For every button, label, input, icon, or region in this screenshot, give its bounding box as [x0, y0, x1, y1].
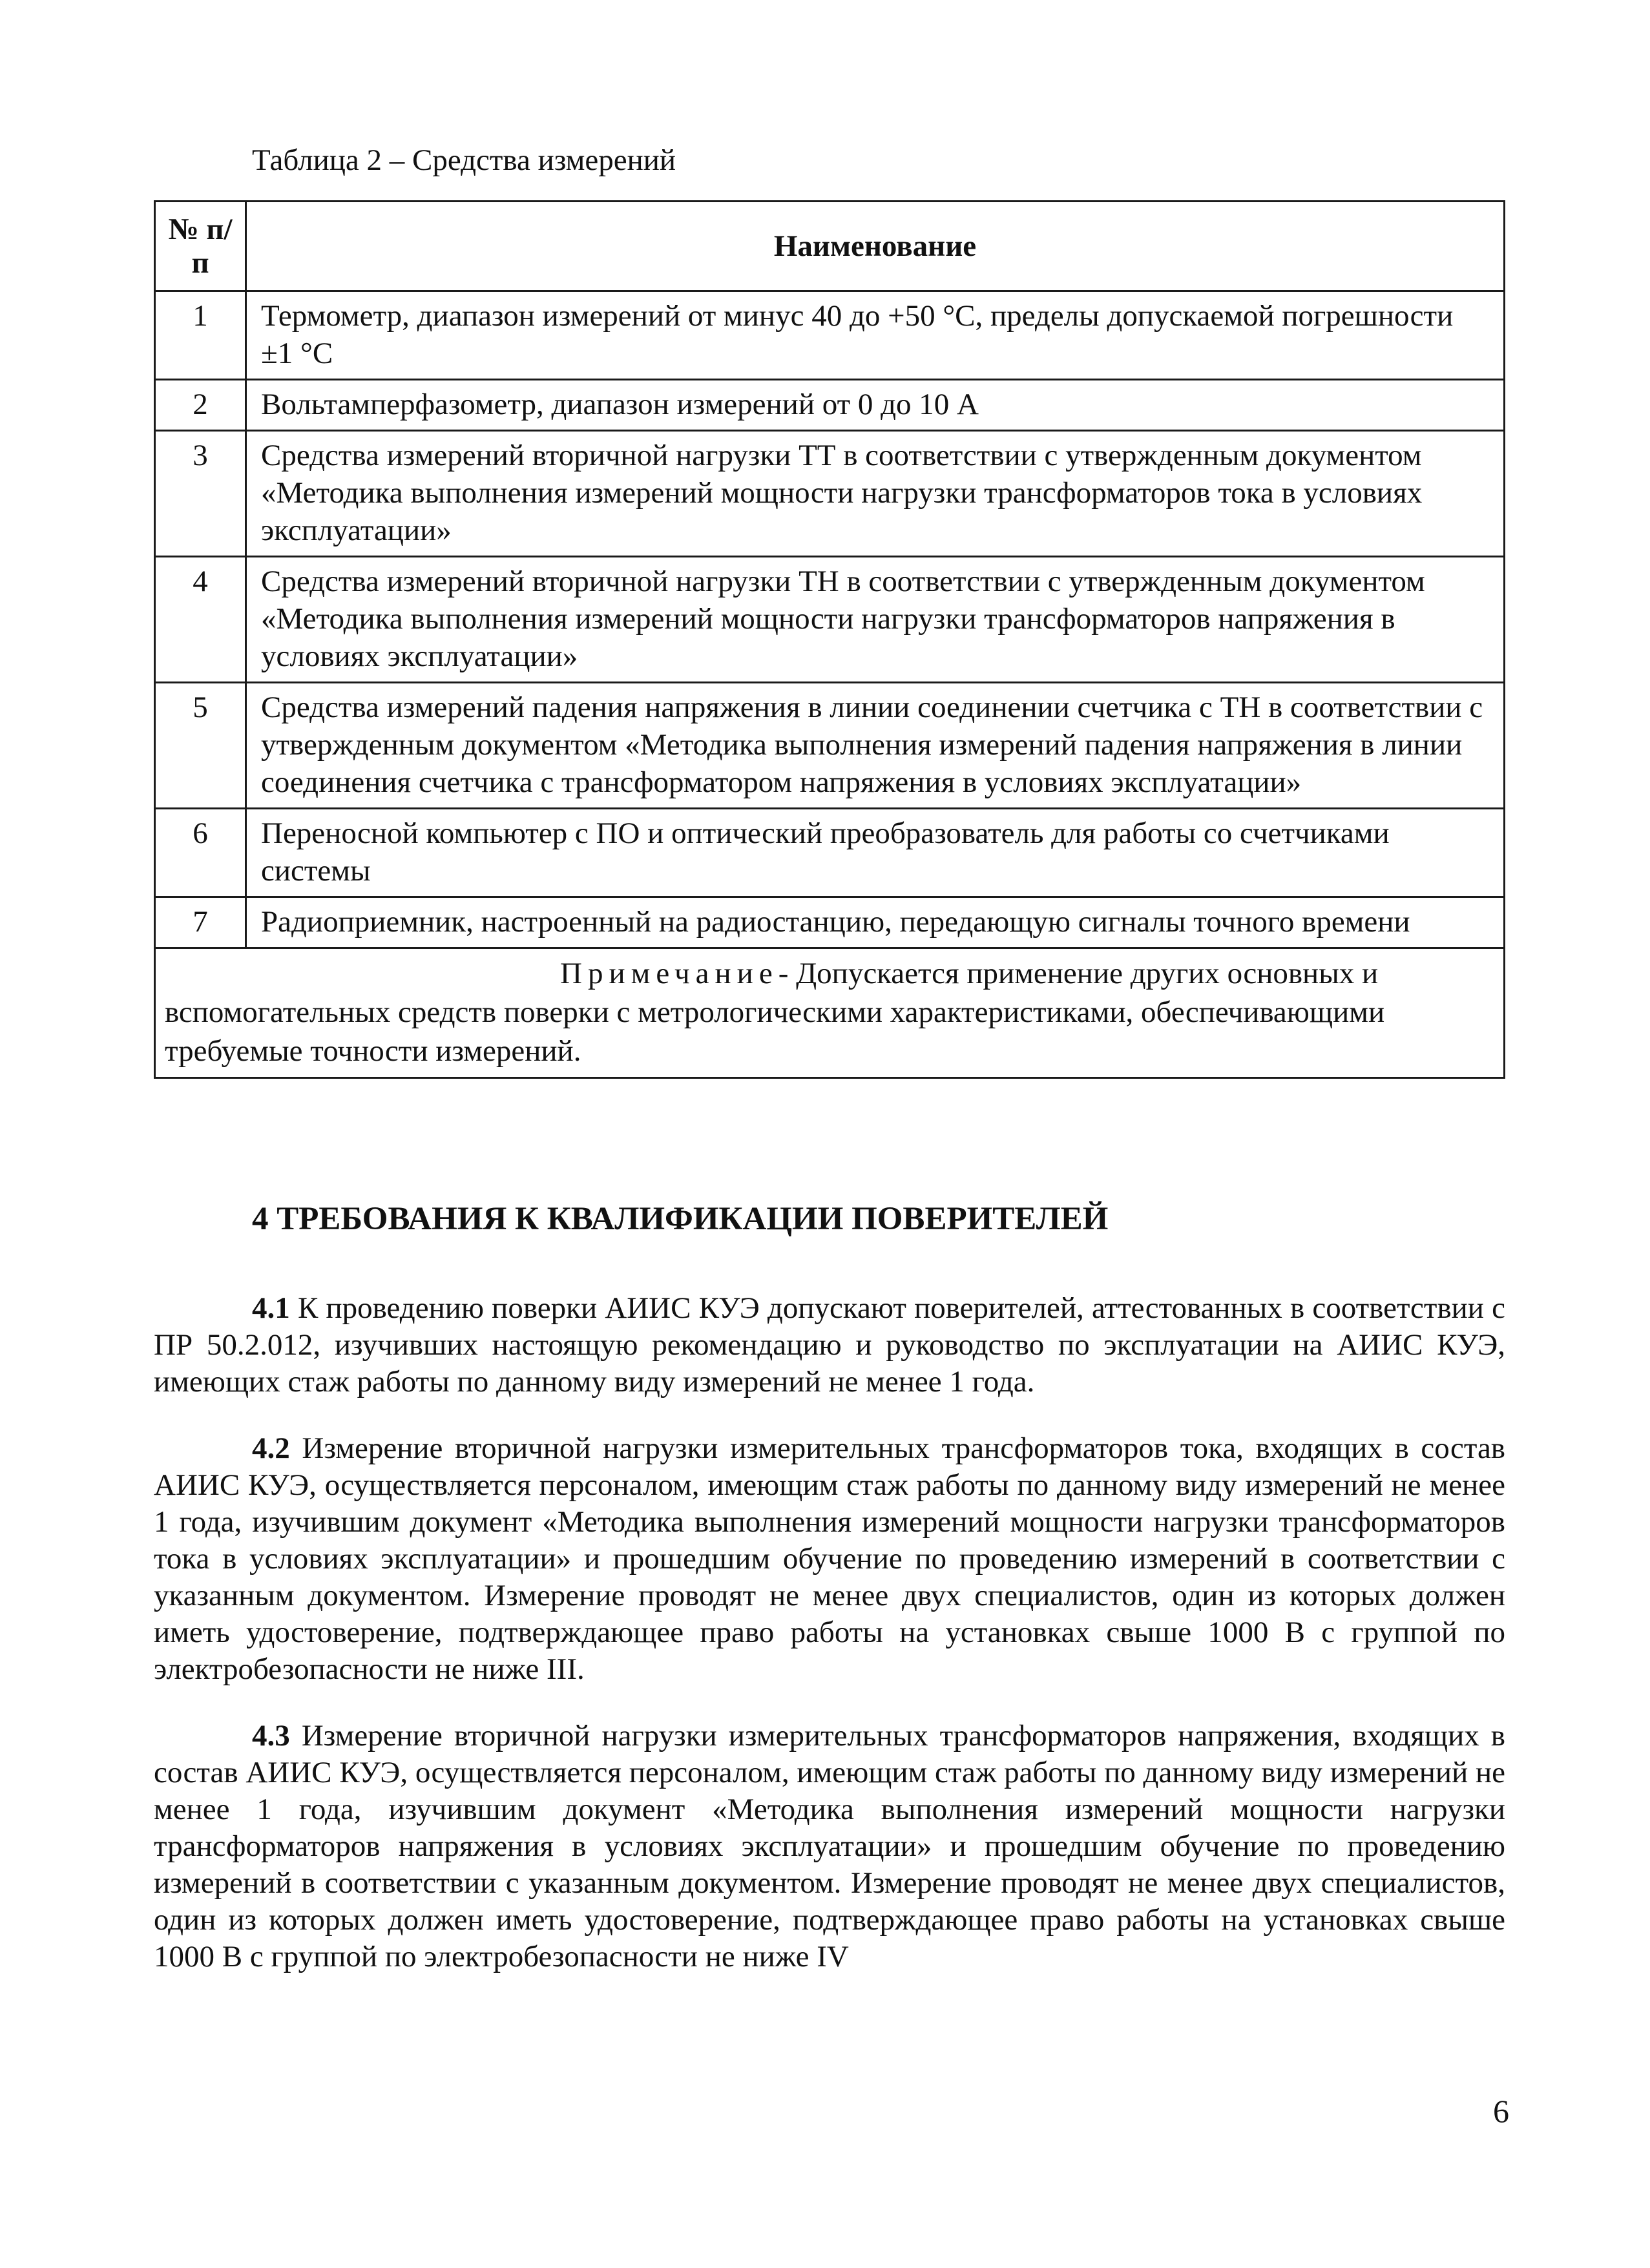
header-name: Наименование [246, 202, 1505, 291]
paragraph-text: К проведению поверки АИИС КУЭ допускают поверителей, аттестованных в соответствии с ПР 50.2.012, изучивших настоящую рекомендацию и руководство по эксплуатации на АИИС КУЭ, имеющих стаж работы по данному виду измерений не менее 1 года. [154, 1291, 1506, 1399]
table-row [155, 897, 1505, 948]
row-name: Термометр, диапазон измерений от минус 40 до +50 °С, пределы допускаемой погрешности ±1 °С [246, 291, 1505, 380]
row-number: 1 [155, 291, 246, 380]
table-row [155, 557, 1505, 683]
section-title: 4 ТРЕБОВАНИЯ К КВАЛИФИКАЦИИ ПОВЕРИТЕЛЕЙ [252, 1201, 1109, 1237]
row-name: Средства измерений вторичной нагрузки ТН в соответствии с утвержденным документом «Методика выполнения измерений мощности нагрузки трансформаторов напряжения в условиях эксплуатации» [246, 557, 1505, 683]
table-row [155, 291, 1505, 380]
row-name: Средства измерений вторичной нагрузки ТТ в соответствии с утвержденным документом «Методика выполнения измерений мощности нагрузки трансформаторов тока в условиях эксплуатации» [246, 431, 1505, 557]
table-note-row [155, 948, 1505, 1078]
qualification-section [154, 1198, 1505, 2005]
paragraph-text: Измерение вторичной нагрузки измерительных трансформаторов тока, входящих в состав АИИС КУЭ, осуществляется персоналом, имеющим стаж работы по данному виду измерений не менее 1 года, изучившим документ «Методика выполнения измерений мощности нагрузки трансформаторов тока в условиях эксплуатации» и прошедшим обучение по проведению измерений в соответствии с указанным документом. Измерение проводят не менее двух специалистов, один из которых должен иметь удостоверение, подтверждающее право работы на установках свыше 1000 В с группой по электробезопасности не ниже III. [154, 1431, 1505, 1686]
note-text: - Допускается применение других основных и вспомогательных средств поверки с метрологическими характеристиками, обеспечивающими требуемые точности измерений. [165, 957, 1385, 1068]
row-name: Переносной компьютер с ПО и оптический преобразователь для работы со счетчиками системы [246, 809, 1505, 897]
table-row [155, 380, 1505, 431]
paragraph-4-1 [154, 1290, 1505, 1400]
paragraph-4-2 [154, 1430, 1505, 1688]
table-row [155, 683, 1505, 809]
table-note [155, 948, 1505, 1078]
measurement-table-container [154, 200, 1505, 1079]
row-number: 3 [155, 431, 246, 557]
row-number: 7 [155, 897, 246, 948]
header-number: № п/п [155, 202, 246, 291]
row-number: 4 [155, 557, 246, 683]
row-number: 2 [155, 380, 246, 431]
row-number: 5 [155, 683, 246, 809]
row-name: Радиоприемник, настроенный на радиостанцию, передающую сигналы точного времени [246, 897, 1505, 948]
table-row [155, 431, 1505, 557]
page-number: 6 [1493, 2093, 1509, 2129]
paragraph-4-3 [154, 1718, 1505, 1975]
row-name: Вольтамперфазометр, диапазон измерений от 0 до 10 А [246, 380, 1505, 431]
table-header-row [155, 202, 1505, 291]
table-row [155, 809, 1505, 897]
paragraph-text: Измерение вторичной нагрузки измерительных трансформаторов напряжения, входящих в состав АИИС КУЭ, осуществляется персоналом, имеющим стаж работы по данному виду измерений не менее 1 года, изучившим документ «Методика выполнения измерений мощности нагрузки трансформаторов напряжения в условиях эксплуатации» и прошедшим обучение по проведению измерений в соответствии с указанным документом. Измерение проводят не менее двух специалистов, один из которых должен иметь удостоверение, подтверждающее право работы на установках свыше 1000 В с группой по электробезопасности не ниже IV [154, 1719, 1505, 1973]
measurement-instruments-table [154, 200, 1505, 1079]
row-name: Средства измерений падения напряжения в линии соединении счетчика с ТН в соответствии с утвержденным документом «Методика выполнения измерений падения напряжения в линии соединения счетчика с трансформатором напряжения в условиях эксплуатации» [246, 683, 1505, 809]
paragraph-number: 4.2 [252, 1431, 290, 1465]
note-label: Примечание [560, 957, 778, 990]
table-caption: Таблица 2 – Средства измерений [252, 143, 676, 177]
row-number: 6 [155, 809, 246, 897]
paragraph-number: 4.3 [252, 1719, 290, 1753]
paragraph-number: 4.1 [252, 1291, 290, 1325]
